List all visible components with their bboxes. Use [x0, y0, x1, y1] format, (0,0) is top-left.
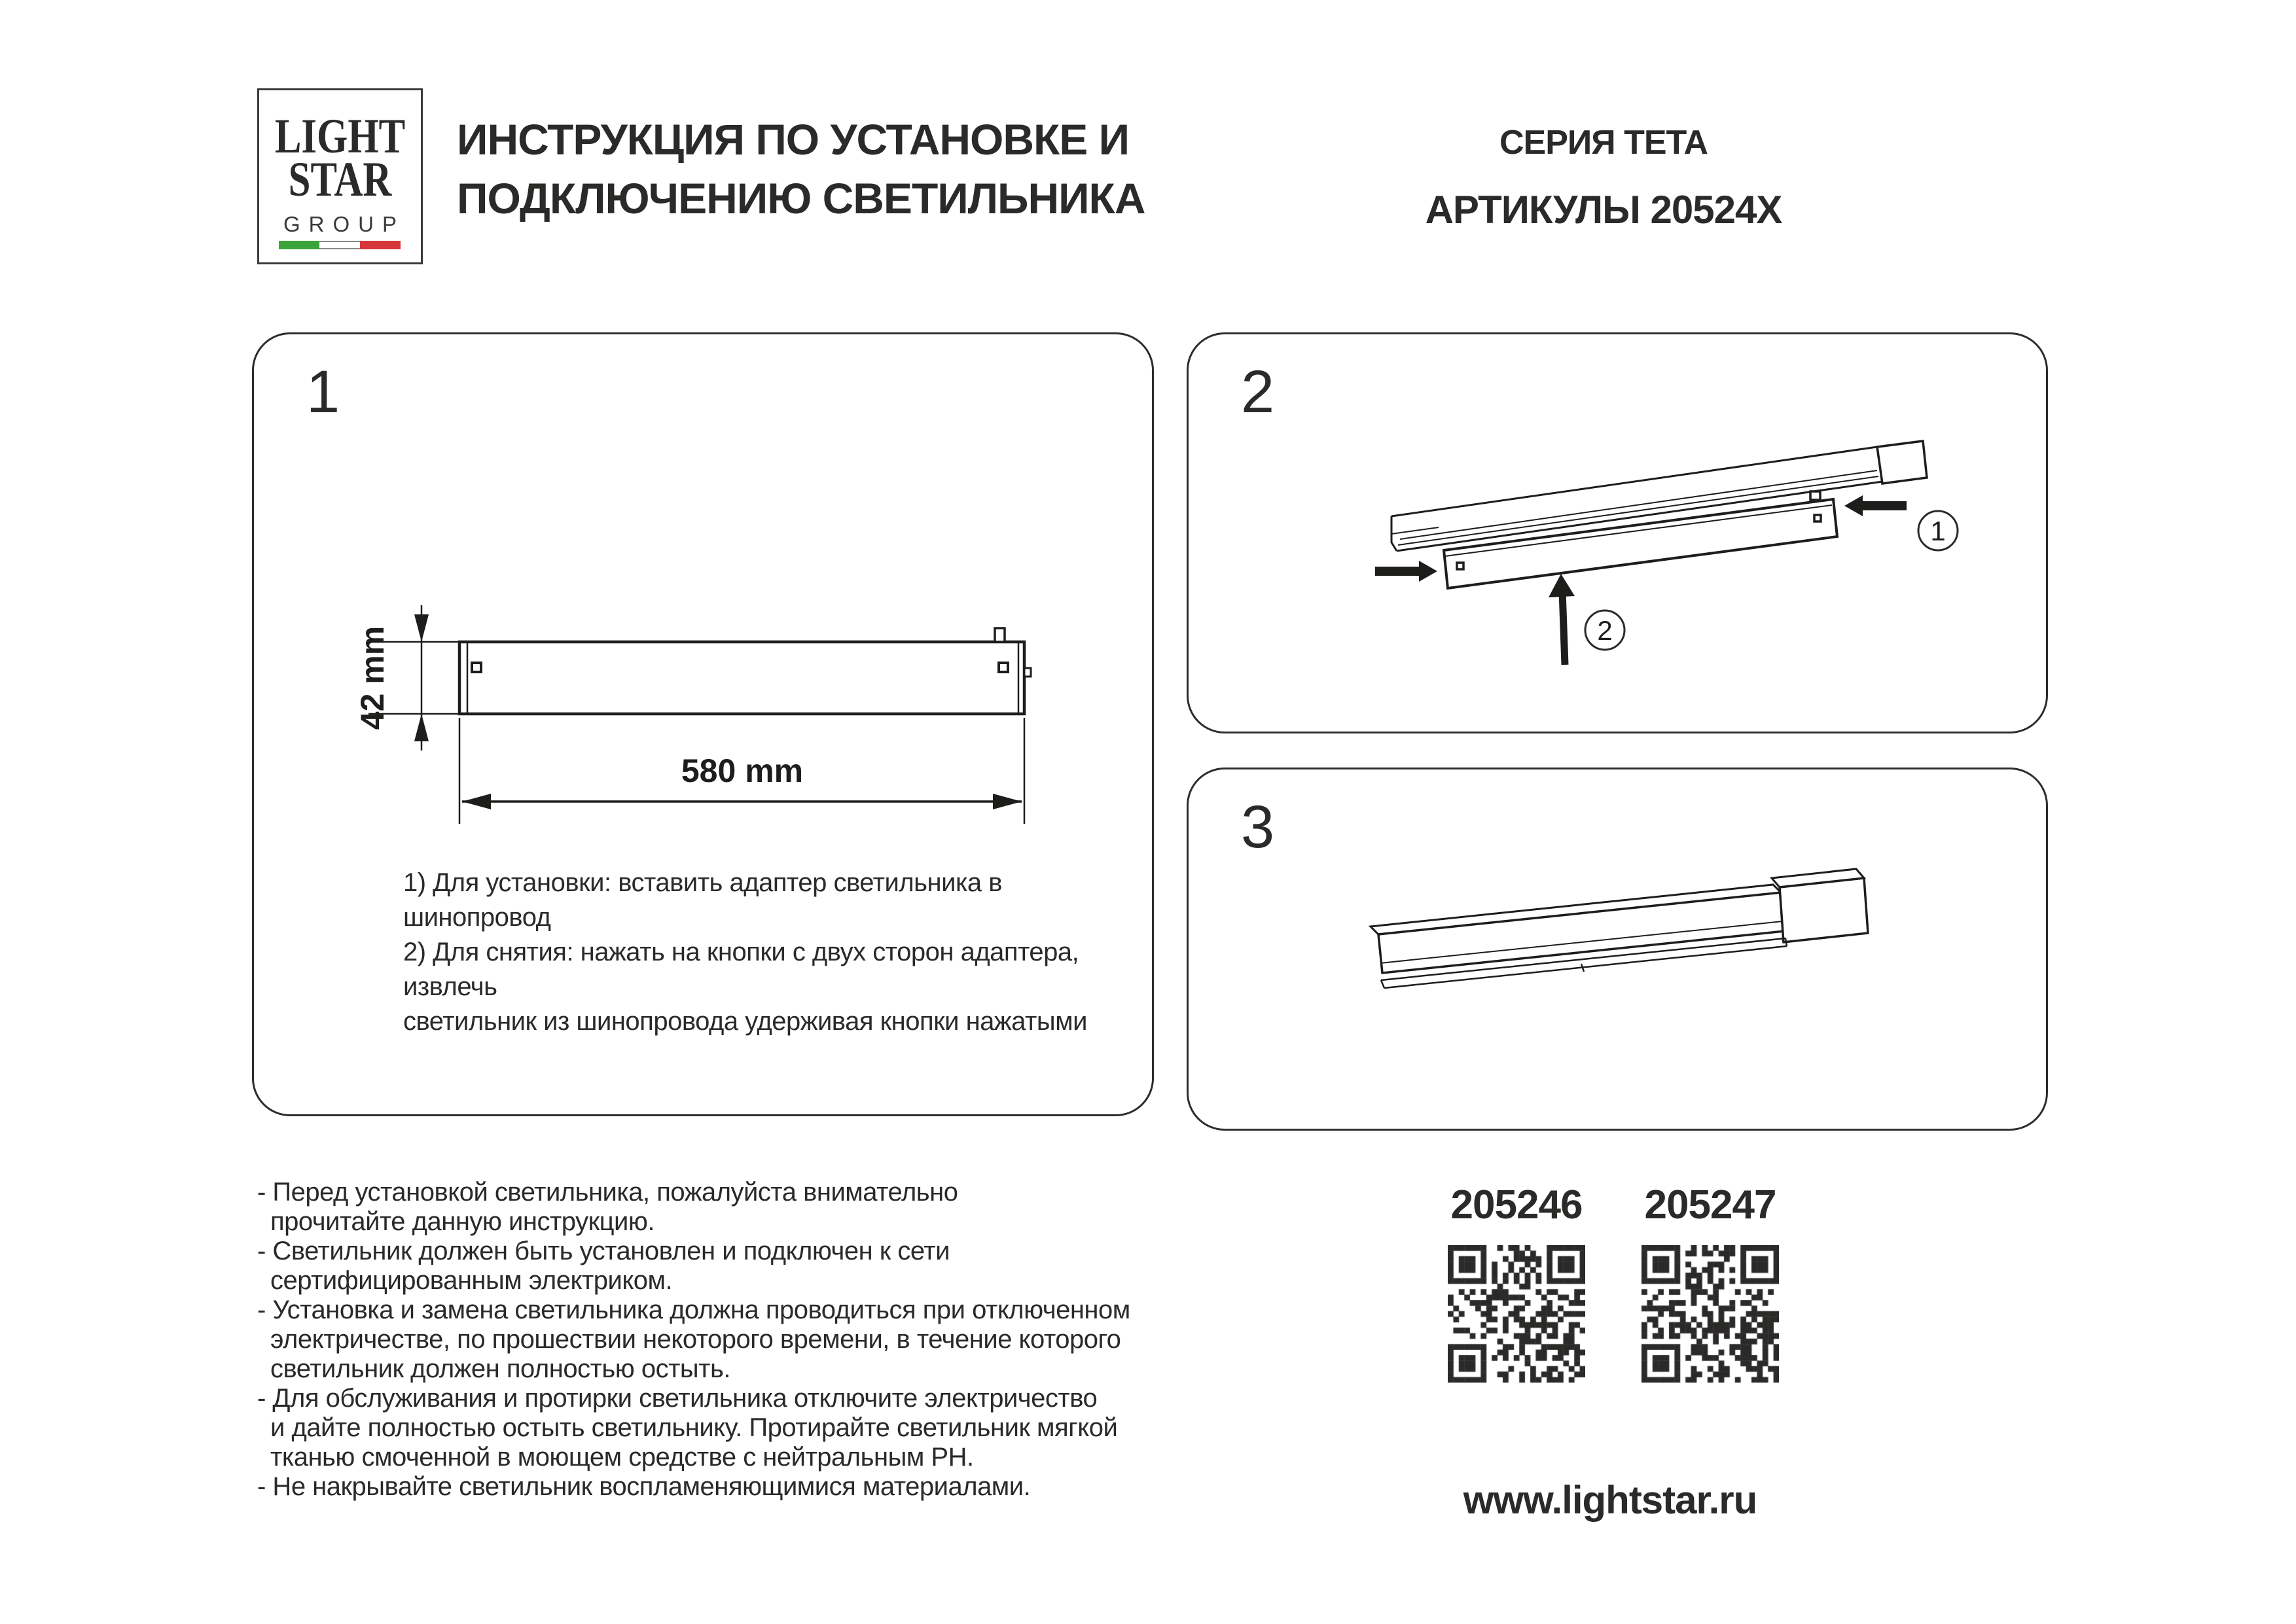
connector-pin	[1810, 491, 1820, 500]
mounting-diagram	[1189, 334, 2046, 732]
flag-white-stripe	[319, 241, 360, 249]
width-dimension	[459, 718, 1024, 824]
flag-red-stripe	[360, 241, 401, 249]
left-adapter-button	[472, 663, 481, 672]
safety-line: - Перед установкой светильника, пожалуйста внимательно	[257, 1178, 958, 1207]
step-3-panel	[1187, 768, 2048, 1131]
website-url: www.lightstar.ru	[1463, 1478, 1757, 1522]
note-remove-cont: светильник из шинопровода удерживая кнопки нажатыми	[403, 1007, 1087, 1036]
series-name: СЕРИЯ TETA	[1499, 124, 1708, 162]
step-1-panel	[252, 332, 1154, 1116]
safety-line: и дайте полностью остыть светильнику. Протирайте светильник мягкой	[270, 1413, 1118, 1442]
width-dimension-label: 580 mm	[681, 752, 804, 789]
qr-block-205246	[1448, 1182, 1585, 1383]
step-2-number: 2	[1241, 359, 1275, 425]
article-number-label: 205246	[1450, 1182, 1583, 1227]
title-line-1: ИНСТРУКЦИЯ ПО УСТАНОВКЕ И	[457, 115, 1130, 164]
step-1-notes	[403, 866, 1152, 1039]
safety-line: - Установка и замена светильника должна проводиться при отключенном	[257, 1296, 1130, 1324]
step-3-number: 3	[1241, 794, 1275, 860]
fixture-side-view	[459, 628, 1031, 714]
safety-line: электричестве, по прошествии некоторого времени, в течение которого	[270, 1325, 1121, 1354]
height-dimension-label: 42 mm	[354, 626, 391, 730]
flag-green-stripe	[279, 241, 319, 249]
safety-line: сертифицированным электриком.	[270, 1266, 673, 1295]
note-install: 1) Для установки: вставить адаптер светильника в шинопровод	[403, 868, 1002, 932]
press-arrow-right-icon	[1844, 495, 1907, 516]
qr-code-icon	[1448, 1245, 1585, 1383]
assembled-fixture-drawing	[1189, 769, 2046, 1129]
qr-code-icon	[1641, 1245, 1779, 1383]
note-remove: 2) Для снятия: нажать на кнопки с двух сторон адаптера, извлечь	[403, 938, 1079, 1001]
safety-line: - Светильник должен быть установлен и подключен к сети	[257, 1237, 950, 1265]
connector-pin	[995, 628, 1005, 642]
safety-line: светильник должен полностью остыть.	[270, 1354, 730, 1383]
assembled-fixture	[1371, 869, 1868, 973]
safety-line: - Не накрывайте светильник воспламеняющимися материалами.	[257, 1472, 1031, 1501]
italian-flag-icon	[279, 241, 401, 249]
step-1-number: 1	[306, 359, 340, 425]
logo-word-group: GROUP	[283, 212, 405, 236]
step-badge-1	[1918, 511, 1958, 550]
height-dimension	[354, 605, 463, 750]
safety-line: тканью смоченной в моющем средстве с нейтральным PH.	[270, 1443, 974, 1472]
article-number-label: 205247	[1644, 1182, 1776, 1227]
right-adapter-button	[999, 663, 1008, 672]
svg-text:1: 1	[1930, 516, 1946, 546]
logo-word-star: STAR	[288, 151, 392, 207]
safety-line: прочитайте данную инструкцию.	[270, 1207, 655, 1236]
fixture-adapter-plate	[1444, 491, 1837, 588]
qr-block-205247	[1641, 1182, 1779, 1383]
series-block	[1368, 123, 1839, 232]
safety-instructions	[257, 1178, 1147, 1502]
right-adapter-button	[1814, 515, 1821, 521]
svg-text:2: 2	[1597, 615, 1613, 646]
article-numbers: АРТИКУЛЫ 20524X	[1425, 188, 1782, 232]
insert-arrow-up-icon	[1549, 574, 1575, 665]
lightstar-logo	[257, 88, 423, 264]
safety-line: - Для обслуживания и протирки светильника отключите электричество	[257, 1384, 1098, 1413]
title-line-2: ПОДКЛЮЧЕНИЮ СВЕТИЛЬНИКА	[457, 174, 1145, 222]
page-title	[457, 110, 1242, 228]
left-adapter-button	[1457, 563, 1463, 569]
press-arrow-left-icon	[1375, 561, 1437, 582]
logo-word-light: LIGHT	[274, 108, 406, 164]
step-badge-2	[1585, 610, 1624, 650]
step-2-panel	[1187, 332, 2048, 733]
